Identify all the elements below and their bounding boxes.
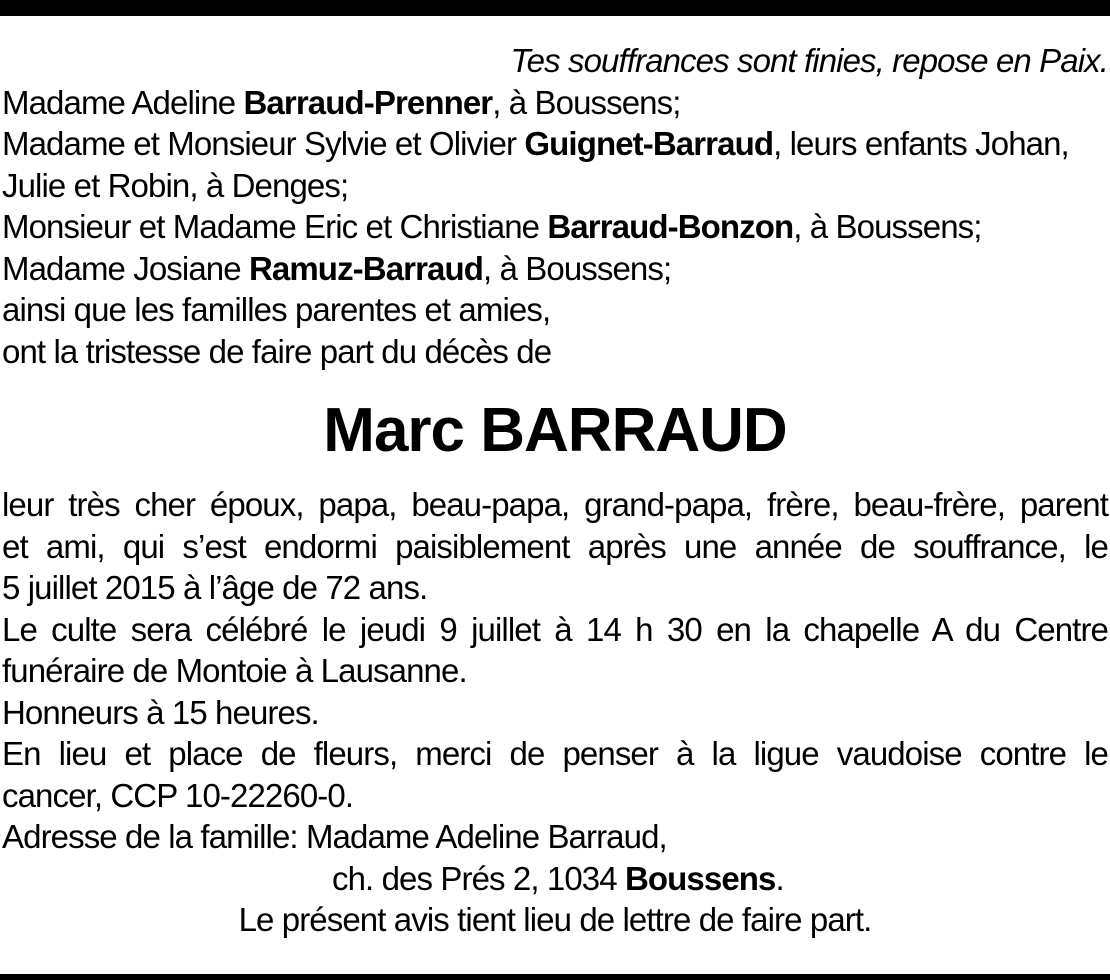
address-city: Boussens <box>624 859 776 897</box>
closing-line: Le présent avis tient lieu de lettre de faire part. <box>238 901 872 938</box>
death-notice <box>2 40 1108 941</box>
family-name: Barraud-Bonzon <box>547 208 794 245</box>
body-line: 5 juillet 2015 à l’âge de 72 ans. <box>2 569 428 606</box>
family-list <box>2 82 1108 373</box>
top-rule <box>0 0 1110 16</box>
body-line: En lieu et place de fleurs, merci de penser à la ligue vaudoise contre le <box>2 735 1108 772</box>
intro-line: ainsi que les familles parentes et amies, <box>2 291 551 328</box>
family-text: Julie et Robin, à Denges; <box>2 166 349 204</box>
address-continuation <box>2 858 1108 900</box>
family-text: Madame Josiane <box>2 249 249 287</box>
address-text: . <box>775 859 784 897</box>
body-line: leur très cher époux, papa, beau-papa, grand-papa, frère, beau-frère, parent <box>2 486 1108 523</box>
family-name: Ramuz-Barraud <box>248 249 483 287</box>
family-line <box>2 82 1108 124</box>
body-line: Honneurs à 15 heures. <box>2 693 319 731</box>
family-text: , leurs enfants Johan, <box>773 125 1069 162</box>
family-text: , à Boussens; <box>492 83 681 121</box>
bottom-rule <box>0 974 1110 980</box>
family-text: Madame et Monsieur Sylvie et Olivier <box>2 125 525 162</box>
address-text: ch. des Prés 2, 1034 <box>332 859 625 897</box>
family-line <box>2 123 1108 165</box>
family-text: Monsieur et Madame Eric et Christiane <box>2 208 548 245</box>
body-line: et ami, qui s’est endormi paisiblement après une année de souffrance, le <box>2 527 1108 565</box>
intro-line: ont la tristesse de faire part du décès de <box>2 332 552 370</box>
body-line: cancer, CCP 10-22260-0. <box>2 776 354 814</box>
family-line <box>2 206 1108 248</box>
family-name: Barraud-Prenner <box>243 83 493 121</box>
body-line: funéraire de Montoie à Lausanne. <box>2 652 467 689</box>
address-line: Adresse de la famille: Madame Adeline Barraud, <box>2 818 667 855</box>
family-text: , à Boussens; <box>483 249 672 287</box>
family-line <box>2 248 1108 290</box>
family-text: , à Boussens; <box>793 208 982 245</box>
notice-body <box>2 484 1108 941</box>
body-line: Le culte sera célébré le jeudi 9 juillet à 14 h 30 en la chapelle A du Centre <box>2 610 1108 648</box>
deceased-name: Marc BARRAUD <box>323 396 787 465</box>
family-name: Guignet-Barraud <box>524 125 774 162</box>
epigraph: Tes souffrances sont finies, repose en Paix. <box>510 42 1108 79</box>
family-text: Madame Adeline <box>2 83 244 121</box>
family-line <box>2 165 1108 207</box>
